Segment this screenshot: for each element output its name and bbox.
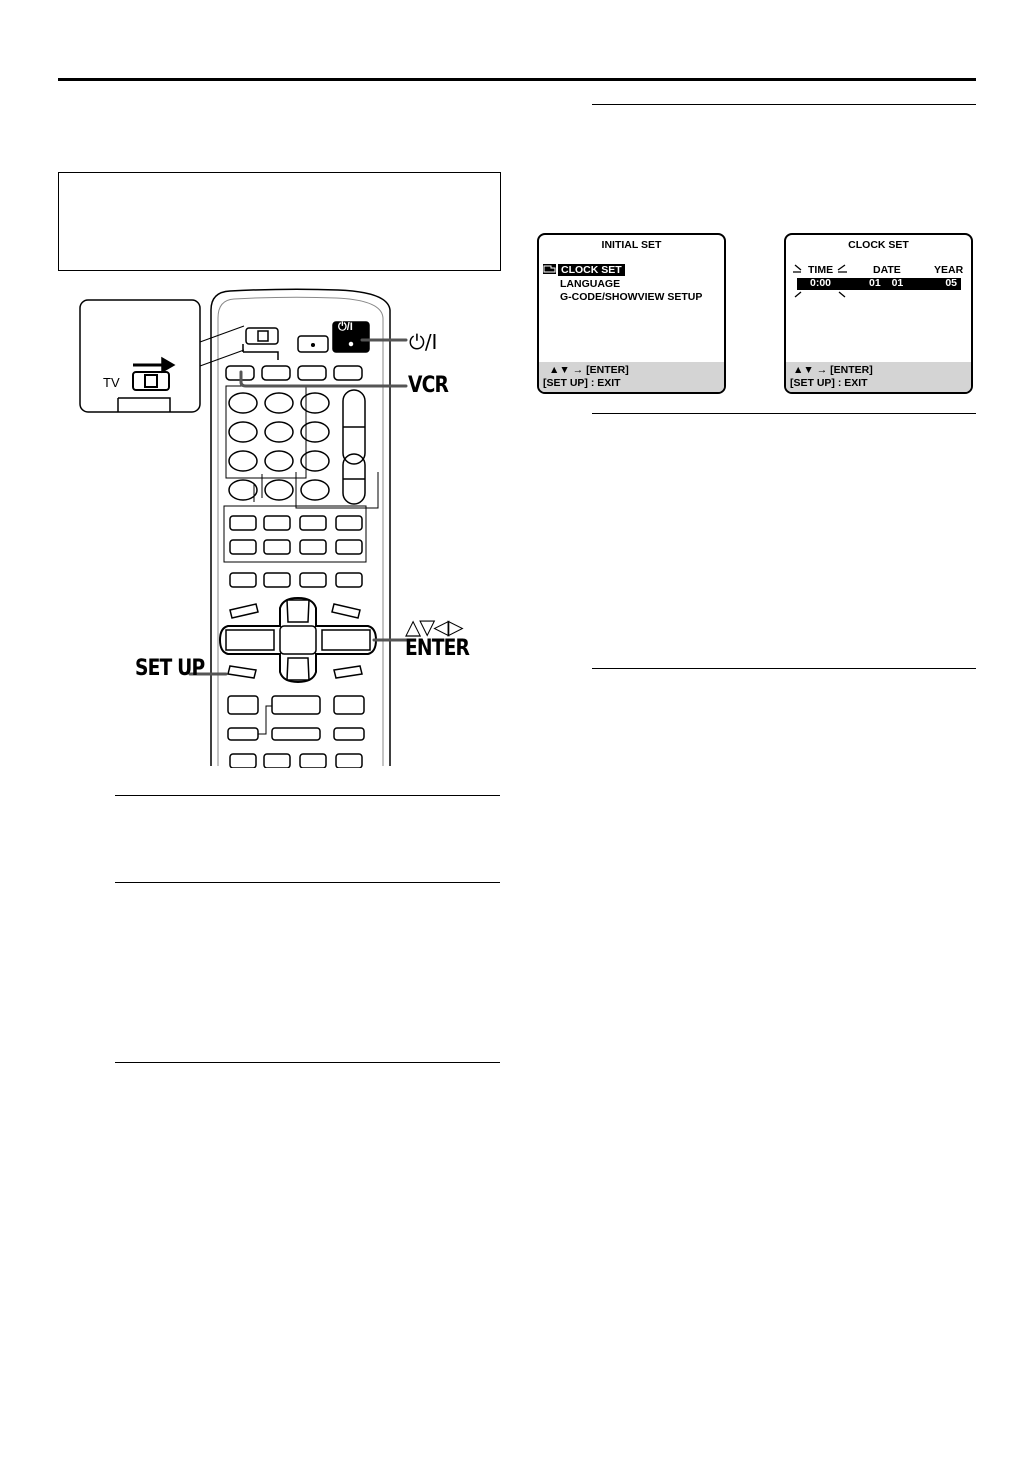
clock-time-value: 0:00 <box>810 277 832 289</box>
header-rule <box>58 78 976 81</box>
osd-hint-navigate: ▲▼ → [ENTER] <box>549 364 629 376</box>
clock-value-row <box>797 278 961 290</box>
menu-item-clock-set <box>543 264 625 277</box>
clock-date-value: 01 01 <box>869 277 904 289</box>
enter-callout: ENTER <box>405 636 470 661</box>
menu-item-language: LANGUAGE <box>560 278 621 290</box>
osd-footer <box>786 362 971 392</box>
step-rule-left-1 <box>115 795 500 796</box>
osd-hint-exit: [SET UP] : EXIT <box>543 377 621 389</box>
power-symbol: ⏻/I <box>409 330 438 354</box>
step-rule-left-3 <box>115 1062 500 1063</box>
clock-set-title: CLOCK SET <box>848 239 909 251</box>
step-rule-right-2 <box>592 413 976 414</box>
step-rule-right-1 <box>592 104 976 105</box>
step-rule-right-3 <box>592 668 976 669</box>
osd-hint-exit: [SET UP] : EXIT <box>790 377 868 389</box>
clock-header-time: TIME <box>808 264 834 276</box>
initial-set-screen <box>537 233 726 394</box>
vcr-callout: VCR <box>408 373 449 398</box>
remote-control-illustration <box>78 288 490 768</box>
osd-footer <box>539 362 724 392</box>
tv-switch-label: TV <box>103 375 120 390</box>
clock-year-value: 05 <box>945 277 957 289</box>
pointing-hand-icon <box>543 264 556 274</box>
osd-hint-navigate: ▲▼ → [ENTER] <box>793 364 873 376</box>
clock-header-year: YEAR <box>934 264 964 276</box>
step-rule-left-2 <box>115 882 500 883</box>
setup-callout: SET UP <box>135 656 205 681</box>
notice-box <box>58 172 501 271</box>
menu-item-label: CLOCK SET <box>558 264 625 276</box>
arrow-keys-callout: △▽◁▷ <box>405 615 462 639</box>
clock-header-date: DATE <box>873 264 901 276</box>
initial-set-title: INITIAL SET <box>601 239 662 251</box>
clock-set-screen <box>784 233 973 394</box>
power-button-label: ⏻/I <box>338 321 353 333</box>
menu-item-gcode: G-CODE/SHOWVIEW SETUP <box>560 291 703 303</box>
